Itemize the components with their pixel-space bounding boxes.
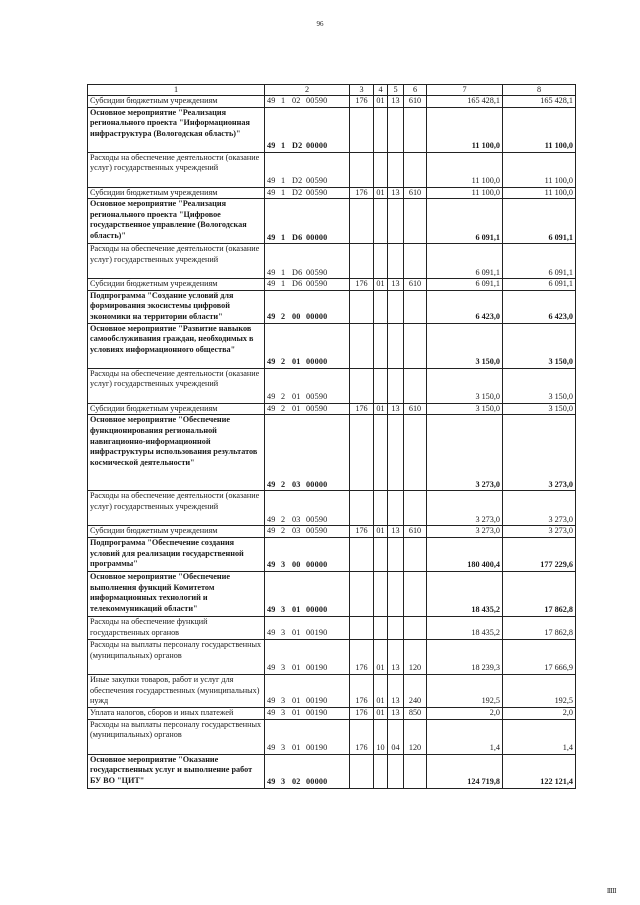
row-col6: 610 [404, 187, 427, 199]
row-col3: 176 [350, 526, 374, 538]
column-header: 3 [350, 85, 374, 96]
row-name: Расходы на выплаты персоналу государственных (муниципальных) органов [88, 719, 265, 754]
table-row [88, 537, 576, 571]
code-segment: 3 [281, 560, 286, 570]
row-col4 [374, 537, 388, 571]
code-segment: D6 [292, 267, 303, 277]
code-segment: 00590 [306, 267, 328, 277]
row-amount-col8: 11 100,0 [503, 152, 576, 187]
row-col3 [350, 491, 374, 526]
code-segment: 49 [267, 777, 276, 787]
code-segment: 3 [281, 663, 286, 673]
row-col5: 13 [388, 403, 404, 415]
table-row [88, 754, 576, 788]
row-amount-col7: 1,4 [427, 719, 503, 754]
row-col5: 13 [388, 96, 404, 108]
row-amount-col7: 165 428,1 [427, 96, 503, 108]
row-name: Расходы на обеспечение деятельности (оказание услуг) государственных учреждений [88, 368, 265, 403]
row-amount-col7: 6 423,0 [427, 290, 503, 323]
code-segment: 1 [281, 176, 286, 185]
row-col3 [350, 323, 374, 368]
table-row [88, 639, 576, 674]
code-segment: 49 [267, 141, 276, 150]
row-col4 [374, 754, 388, 788]
row-col3: 176 [350, 707, 374, 719]
code-segment: 49 [267, 267, 276, 277]
row-col5 [388, 368, 404, 403]
row-col4: 01 [374, 403, 388, 415]
row-code [265, 323, 350, 368]
row-col5 [388, 152, 404, 187]
code-segment: 03 [292, 526, 301, 536]
row-amount-col7: 6 091,1 [427, 199, 503, 244]
row-col4 [374, 107, 388, 152]
row-amount-col7: 18 435,2 [427, 616, 503, 639]
code-segment: 49 [267, 403, 276, 413]
code-segment: 49 [267, 605, 276, 615]
row-col6 [404, 571, 427, 616]
code-segment: 01 [292, 708, 301, 718]
row-code [265, 674, 350, 707]
code-segment: 49 [267, 514, 276, 524]
row-code [265, 368, 350, 403]
column-header: 8 [503, 85, 576, 96]
row-amount-col7: 6 091,1 [427, 279, 503, 291]
row-name: Основное мероприятие "Реализация регионального проекта "Информационная инфраструктура (Вологодская область)" [88, 107, 265, 152]
row-col5 [388, 290, 404, 323]
table-row [88, 279, 576, 291]
row-col6 [404, 107, 427, 152]
row-amount-col8: 3 273,0 [503, 415, 576, 491]
code-segment: 00 [292, 560, 301, 570]
row-amount-col7: 180 400,4 [427, 537, 503, 571]
row-code [265, 415, 350, 491]
row-col6: 610 [404, 526, 427, 538]
table-row [88, 244, 576, 279]
row-col5 [388, 616, 404, 639]
table-header-row [88, 85, 576, 96]
row-amount-col8: 122 121,4 [503, 754, 576, 788]
row-code [265, 244, 350, 279]
table-row [88, 323, 576, 368]
row-col5: 13 [388, 187, 404, 199]
row-col4: 01 [374, 279, 388, 291]
row-col3 [350, 107, 374, 152]
code-segment: 49 [267, 279, 276, 289]
code-segment: 03 [292, 514, 301, 524]
code-segment: 00590 [306, 96, 328, 105]
column-header: 2 [265, 85, 350, 96]
row-col4 [374, 199, 388, 244]
code-segment: 1 [281, 141, 286, 150]
row-col6 [404, 754, 427, 788]
row-name: Основное мероприятие "Обеспечение выполнения функций Комитетом информационных технологий и телекоммуникаций области" [88, 571, 265, 616]
row-name: Расходы на выплаты персоналу государственных (муниципальных) органов [88, 639, 265, 674]
row-col4: 01 [374, 639, 388, 674]
row-name: Иные закупки товаров, работ и услуг для обеспечения государственных (муниципальных) нужд [88, 674, 265, 707]
row-col3: 176 [350, 639, 374, 674]
code-segment: 1 [281, 96, 286, 105]
row-amount-col8: 17 862,8 [503, 571, 576, 616]
table-row [88, 415, 576, 491]
row-col4: 01 [374, 674, 388, 707]
row-col6: 850 [404, 707, 427, 719]
table-row [88, 616, 576, 639]
code-segment: 00590 [306, 526, 328, 536]
row-col4 [374, 152, 388, 187]
row-col6 [404, 415, 427, 491]
row-col4 [374, 244, 388, 279]
code-segment: 2 [281, 479, 286, 489]
code-segment: 1 [281, 232, 286, 242]
row-col3 [350, 152, 374, 187]
row-col3 [350, 754, 374, 788]
row-col4 [374, 616, 388, 639]
row-col3: 176 [350, 674, 374, 707]
row-amount-col8: 6 091,1 [503, 199, 576, 244]
row-col5 [388, 491, 404, 526]
table-row [88, 290, 576, 323]
code-segment: 00000 [306, 605, 328, 615]
code-segment: 49 [267, 743, 276, 753]
code-segment: D2 [292, 176, 303, 185]
row-amount-col7: 3 150,0 [427, 323, 503, 368]
row-amount-col7: 18 239,3 [427, 639, 503, 674]
table-row [88, 152, 576, 187]
row-amount-col7: 6 091,1 [427, 244, 503, 279]
row-col6 [404, 537, 427, 571]
code-segment: 01 [292, 663, 301, 673]
row-code [265, 107, 350, 152]
row-col5: 13 [388, 674, 404, 707]
row-col3 [350, 571, 374, 616]
row-col5 [388, 199, 404, 244]
code-segment: 3 [281, 628, 286, 638]
row-col4 [374, 290, 388, 323]
row-amount-col7: 3 273,0 [427, 491, 503, 526]
code-segment: 00590 [306, 392, 328, 402]
row-col4 [374, 368, 388, 403]
row-col6: 610 [404, 403, 427, 415]
row-col5 [388, 244, 404, 279]
row-col6 [404, 616, 427, 639]
row-amount-col7: 3 150,0 [427, 368, 503, 403]
row-col6 [404, 152, 427, 187]
code-segment: 00000 [306, 777, 328, 787]
table-row [88, 707, 576, 719]
code-segment: 01 [292, 605, 301, 615]
row-col4: 01 [374, 187, 388, 199]
table-row [88, 674, 576, 707]
row-col6 [404, 491, 427, 526]
row-col5 [388, 415, 404, 491]
row-col6: 610 [404, 279, 427, 291]
row-name: Расходы на обеспечение функций государственных органов [88, 616, 265, 639]
code-segment: 01 [292, 628, 301, 638]
code-segment: 00000 [306, 479, 328, 489]
row-amount-col7: 11 100,0 [427, 152, 503, 187]
code-segment: D2 [292, 141, 303, 150]
table-row [88, 107, 576, 152]
row-amount-col8: 177 229,6 [503, 537, 576, 571]
code-segment: 1 [281, 187, 286, 197]
row-col3 [350, 537, 374, 571]
code-segment: 00590 [306, 279, 328, 289]
row-col4: 01 [374, 526, 388, 538]
row-amount-col8: 3 150,0 [503, 323, 576, 368]
table-row [88, 719, 576, 754]
code-segment: 2 [281, 392, 286, 402]
code-segment: 00190 [306, 743, 328, 753]
code-segment: 3 [281, 777, 286, 787]
row-code [265, 279, 350, 291]
row-col3 [350, 199, 374, 244]
code-segment: 00000 [306, 357, 328, 367]
row-name: Подпрограмма "Создание условий для формирования экосистемы цифровой экономики на территории области" [88, 290, 265, 323]
row-col3: 176 [350, 96, 374, 108]
row-amount-col7: 3 273,0 [427, 526, 503, 538]
code-segment: 01 [292, 392, 301, 402]
code-segment: 49 [267, 708, 276, 718]
row-amount-col8: 3 150,0 [503, 403, 576, 415]
row-amount-col7: 124 719,8 [427, 754, 503, 788]
row-col3: 176 [350, 187, 374, 199]
row-code [265, 639, 350, 674]
row-code [265, 290, 350, 323]
row-amount-col8: 11 100,0 [503, 187, 576, 199]
row-amount-col8: 3 150,0 [503, 368, 576, 403]
row-col6: 120 [404, 639, 427, 674]
row-col5: 13 [388, 526, 404, 538]
row-name: Уплата налогов, сборов и иных платежей [88, 707, 265, 719]
row-code [265, 537, 350, 571]
row-col6 [404, 244, 427, 279]
row-amount-col7: 11 100,0 [427, 187, 503, 199]
code-segment: 2 [281, 357, 286, 367]
row-amount-col8: 17 666,9 [503, 639, 576, 674]
row-code [265, 707, 350, 719]
table-body [88, 85, 576, 789]
row-col4: 01 [374, 96, 388, 108]
row-amount-col8: 3 273,0 [503, 526, 576, 538]
table-row [88, 571, 576, 616]
code-segment: 00000 [306, 560, 328, 570]
code-segment: D6 [292, 279, 303, 289]
row-amount-col7: 3 150,0 [427, 403, 503, 415]
code-segment: 49 [267, 357, 276, 367]
code-segment: 3 [281, 743, 286, 753]
row-col4 [374, 491, 388, 526]
code-segment: 49 [267, 232, 276, 242]
row-col3 [350, 244, 374, 279]
code-segment: 00000 [306, 141, 328, 150]
row-name: Основное мероприятие "Реализация регионального проекта "Цифровое государственное управление (Вологодская область)" [88, 199, 265, 244]
row-col3 [350, 368, 374, 403]
row-code [265, 96, 350, 108]
row-code [265, 526, 350, 538]
row-col4 [374, 415, 388, 491]
code-segment: 00190 [306, 628, 328, 638]
code-segment: 00000 [306, 232, 328, 242]
row-amount-col8: 165 428,1 [503, 96, 576, 108]
code-segment: 00590 [306, 403, 328, 413]
row-amount-col8: 6 091,1 [503, 279, 576, 291]
code-segment: 1 [281, 267, 286, 277]
code-segment: 49 [267, 560, 276, 570]
row-col6: 240 [404, 674, 427, 707]
row-col6: 120 [404, 719, 427, 754]
column-header: 5 [388, 85, 404, 96]
code-segment: 49 [267, 526, 276, 536]
row-amount-col8: 11 100,0 [503, 107, 576, 152]
row-amount-col8: 6 091,1 [503, 244, 576, 279]
row-amount-col8: 192,5 [503, 674, 576, 707]
code-segment: 00190 [306, 696, 328, 706]
code-segment: 2 [281, 312, 286, 322]
row-col5 [388, 107, 404, 152]
row-name: Расходы на обеспечение деятельности (оказание услуг) государственных учреждений [88, 491, 265, 526]
code-segment: 2 [281, 526, 286, 536]
row-name: Расходы на обеспечение деятельности (оказание услуг) государственных учреждений [88, 244, 265, 279]
table-row [88, 403, 576, 415]
column-header: 1 [88, 85, 265, 96]
code-segment: 2 [281, 403, 286, 413]
row-col6: 610 [404, 96, 427, 108]
page-number: 96 [316, 20, 324, 28]
column-header: 6 [404, 85, 427, 96]
row-code [265, 187, 350, 199]
row-amount-col7: 192,5 [427, 674, 503, 707]
row-amount-col8: 3 273,0 [503, 491, 576, 526]
row-col5 [388, 323, 404, 368]
row-col5 [388, 537, 404, 571]
corner-mark: IIIII [606, 887, 616, 895]
code-segment: 00590 [306, 176, 328, 185]
code-segment: 49 [267, 663, 276, 673]
code-segment: 00190 [306, 663, 328, 673]
code-segment: D6 [292, 232, 303, 242]
row-name: Субсидии бюджетным учреждениям [88, 526, 265, 538]
row-col5 [388, 571, 404, 616]
code-segment: 00 [292, 312, 301, 322]
row-col5: 13 [388, 639, 404, 674]
row-code [265, 616, 350, 639]
code-segment: D2 [292, 187, 303, 197]
row-col6 [404, 199, 427, 244]
column-header: 7 [427, 85, 503, 96]
code-segment: 3 [281, 708, 286, 718]
table-row [88, 199, 576, 244]
table-row [88, 491, 576, 526]
code-segment: 01 [292, 357, 301, 367]
row-col6 [404, 323, 427, 368]
table-row [88, 526, 576, 538]
row-col4: 01 [374, 707, 388, 719]
code-segment: 49 [267, 96, 276, 105]
row-col3 [350, 290, 374, 323]
row-col5 [388, 754, 404, 788]
code-segment: 00590 [306, 187, 328, 197]
code-segment: 00590 [306, 514, 328, 524]
row-name: Основное мероприятие "Развитие навыков самообслуживания граждан, необходимых в условиях информационного общества" [88, 323, 265, 368]
row-name: Основное мероприятие "Обеспечение функционирования региональной навигационно-информационной инфраструктуры использования результатов космической деятельности" [88, 415, 265, 491]
table-row [88, 368, 576, 403]
row-col6 [404, 290, 427, 323]
row-col5: 04 [388, 719, 404, 754]
row-col3: 176 [350, 719, 374, 754]
code-segment: 49 [267, 696, 276, 706]
code-segment: 01 [292, 696, 301, 706]
row-name: Субсидии бюджетным учреждениям [88, 187, 265, 199]
code-segment: 49 [267, 187, 276, 197]
row-amount-col8: 2,0 [503, 707, 576, 719]
row-name: Субсидии бюджетным учреждениям [88, 403, 265, 415]
row-name: Расходы на обеспечение деятельности (оказание услуг) государственных учреждений [88, 152, 265, 187]
code-segment: 49 [267, 479, 276, 489]
column-header: 4 [374, 85, 388, 96]
code-segment: 49 [267, 628, 276, 638]
row-col6 [404, 368, 427, 403]
row-code [265, 719, 350, 754]
row-col3: 176 [350, 403, 374, 415]
table-row [88, 96, 576, 108]
code-segment: 03 [292, 479, 301, 489]
row-amount-col7: 3 273,0 [427, 415, 503, 491]
row-col3 [350, 616, 374, 639]
code-segment: 2 [281, 514, 286, 524]
row-col4 [374, 571, 388, 616]
row-code [265, 491, 350, 526]
row-amount-col7: 11 100,0 [427, 107, 503, 152]
row-amount-col7: 18 435,2 [427, 571, 503, 616]
code-segment: 01 [292, 403, 301, 413]
code-segment: 49 [267, 312, 276, 322]
code-segment: 49 [267, 176, 276, 185]
table-row [88, 187, 576, 199]
row-code [265, 152, 350, 187]
row-amount-col8: 1,4 [503, 719, 576, 754]
code-segment: 00000 [306, 312, 328, 322]
row-amount-col8: 6 423,0 [503, 290, 576, 323]
row-amount-col8: 17 862,8 [503, 616, 576, 639]
row-name: Субсидии бюджетным учреждениям [88, 279, 265, 291]
row-col4 [374, 323, 388, 368]
row-name: Основное мероприятие "Оказание государственных услуг и выполнение работ БУ ВО "ЦИТ" [88, 754, 265, 788]
row-col5: 13 [388, 707, 404, 719]
row-col3 [350, 415, 374, 491]
code-segment: 02 [292, 96, 301, 105]
code-segment: 00190 [306, 708, 328, 718]
row-col3: 176 [350, 279, 374, 291]
row-code [265, 403, 350, 415]
code-segment: 1 [281, 279, 286, 289]
code-segment: 02 [292, 777, 301, 787]
row-col5: 13 [388, 279, 404, 291]
row-name: Субсидии бюджетным учреждениям [88, 96, 265, 108]
budget-table [87, 84, 576, 789]
row-code [265, 199, 350, 244]
row-col4: 10 [374, 719, 388, 754]
row-code [265, 571, 350, 616]
row-code [265, 754, 350, 788]
code-segment: 49 [267, 392, 276, 402]
row-name: Подпрограмма "Обеспечение создания условий для реализации государственной программы" [88, 537, 265, 571]
row-amount-col7: 2,0 [427, 707, 503, 719]
code-segment: 3 [281, 605, 286, 615]
code-segment: 3 [281, 696, 286, 706]
code-segment: 01 [292, 743, 301, 753]
